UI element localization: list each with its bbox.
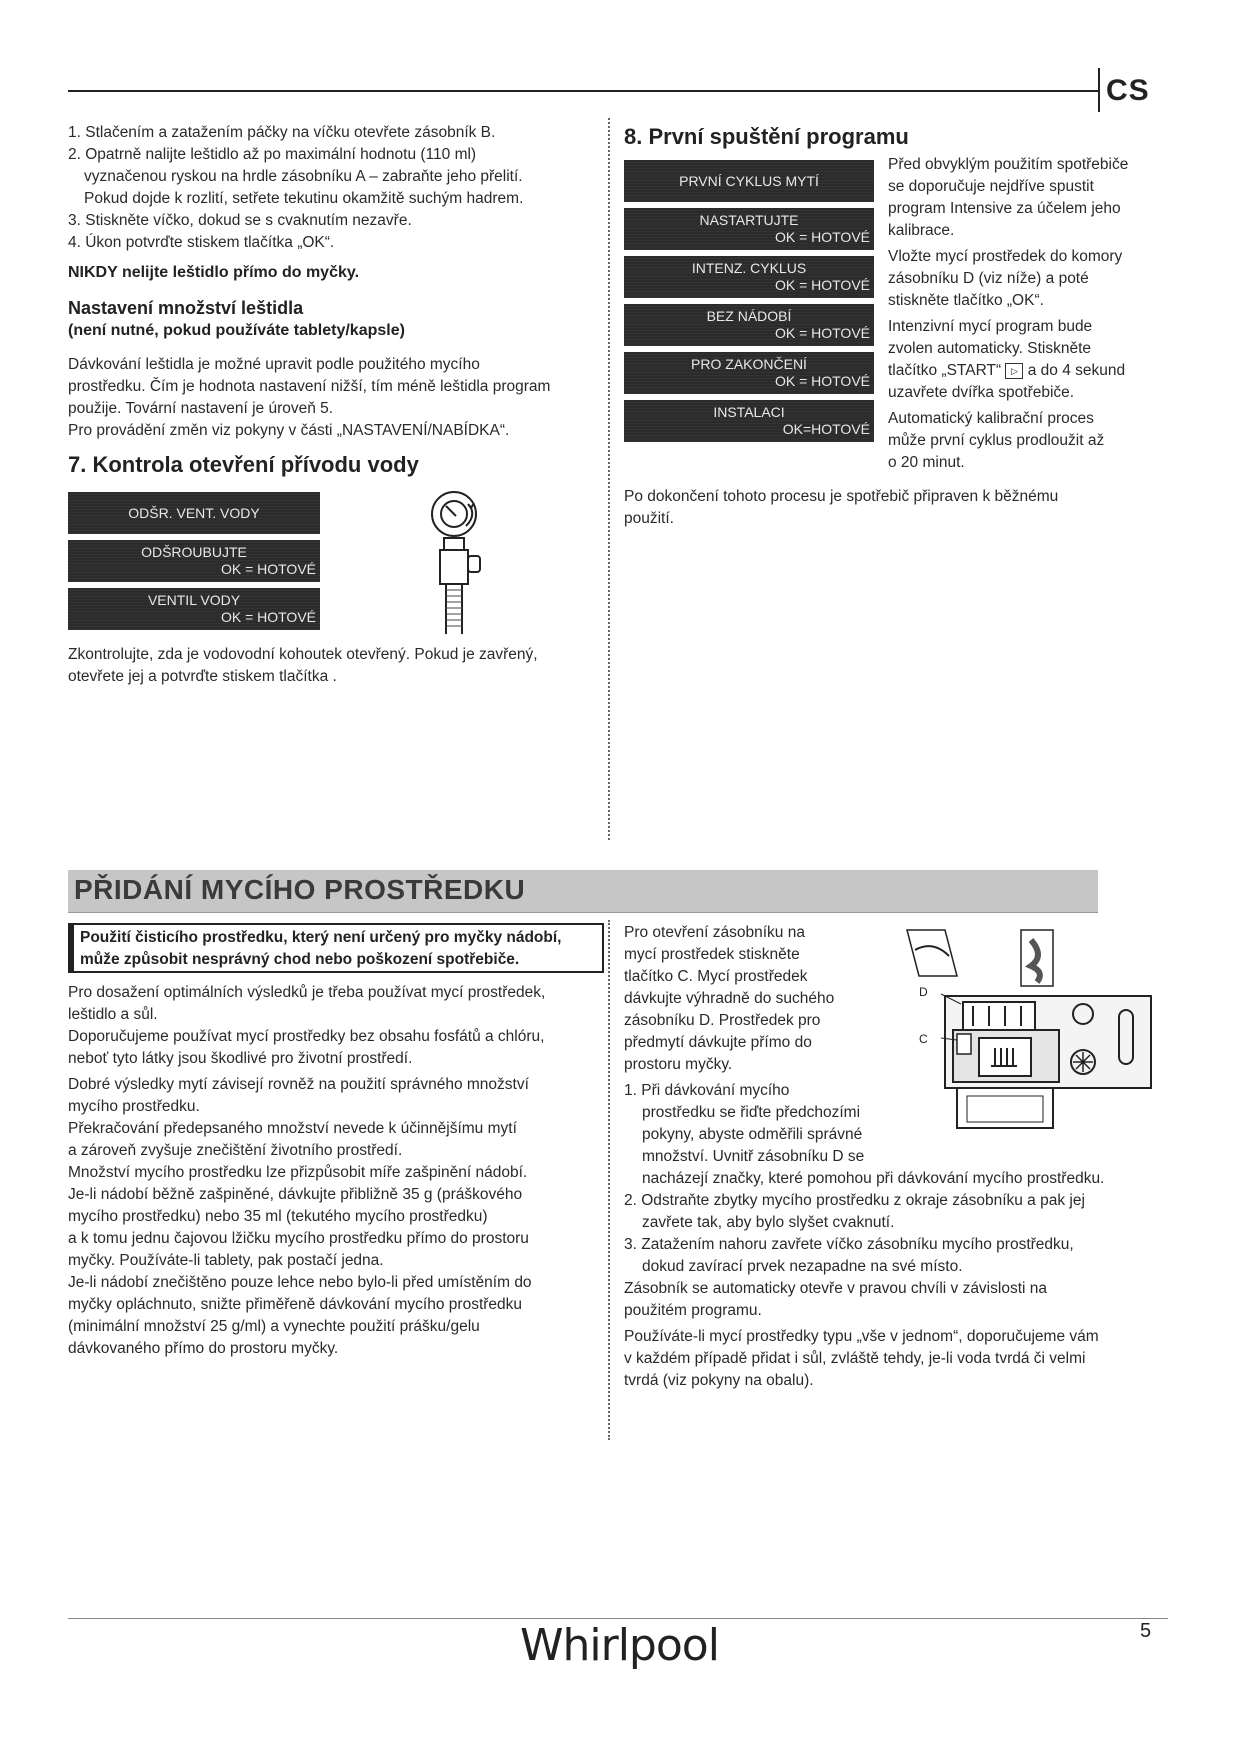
never-note: NIKDY nelijte leštidlo přímo do myčky. — [68, 264, 360, 281]
right-line: množství. Uvnitř zásobníku D se — [642, 1148, 865, 1165]
lcd-line: OK = HOTOVÉ — [220, 609, 316, 625]
side-line: Vložte mycí prostředek do komory — [888, 248, 1123, 265]
side-line: zásobníku D (viz níže) a poté — [888, 270, 1089, 287]
detergent-right-intro — [624, 922, 884, 1076]
water-text — [68, 644, 598, 688]
intro-line: předmytí dávkujte přímo do — [624, 1034, 812, 1051]
right-line: zavřete tak, aby bylo slyšet cvaknutí. — [642, 1214, 895, 1231]
lcd-line: PRO ZAKONČENÍ — [691, 356, 807, 372]
first-run-lcd-2 — [624, 208, 874, 250]
detergent-right-steps — [624, 1080, 1164, 1392]
side-line: zvolen automaticky. Stiskněte — [888, 340, 1092, 357]
water-lcd-3 — [68, 588, 320, 630]
warning-line: Použití čisticího prostředku, který není určený pro myčky nádobí, — [80, 929, 562, 946]
lcd-line: OK = HOTOVÉ — [774, 277, 870, 293]
left-line: Překračování předepsaného množství nevede k účinnějšímu mytí — [68, 1120, 517, 1137]
right-line: v každém případě přidat i sůl, zvláště tehdy, je-li voda tvrdá či velmi — [624, 1350, 1086, 1367]
water-lcd-2 — [68, 540, 320, 582]
first-run-after-text — [624, 486, 1144, 530]
warning-line: může způsobit nesprávný chod nebo poškození spotřebiče. — [80, 951, 520, 968]
left-line: leštidlo a sůl. — [68, 1006, 158, 1023]
first-run-side-text — [888, 154, 1148, 474]
right-line: Používáte-li mycí prostředky typu „vše v jednom“, doporučujeme vám — [624, 1328, 1099, 1345]
rinse-heading-block — [68, 298, 405, 340]
right-line: nacházejí značky, které pomohou při dávkování mycího prostředku. — [642, 1170, 1105, 1187]
start-button-icon: ▷ — [1005, 363, 1023, 379]
warning-box — [68, 923, 604, 973]
left-line: mycího prostředku. — [68, 1098, 200, 1115]
right-line: prostředku se řiďte předchozími — [642, 1104, 861, 1121]
right-line: Zásobník se automaticky otevře v pravou chvíli v závislosti na — [624, 1280, 1047, 1297]
column-divider-bottom — [608, 920, 610, 1440]
left-line: neboť tyto látky jsou škodlivé pro životní prostředí. — [68, 1050, 413, 1067]
first-run-lcd-4 — [624, 304, 874, 346]
lcd-line: OK = HOTOVÉ — [774, 229, 870, 245]
start-label: tlačítko „START“ — [888, 362, 1002, 379]
lcd-line: INSTALACI — [713, 404, 785, 420]
right-line: 3. Zatažením nahoru zavřete víčko zásobníku mycího prostředku, — [624, 1236, 1074, 1253]
section-banner — [68, 870, 1098, 913]
rinse-line-4: Pro provádění změn viz pokyny v části „NASTAVENÍ/NABÍDKA“. — [68, 422, 510, 439]
side-line: Intenzivní mycí program bude — [888, 318, 1093, 335]
step-1: 1. Stlačením a zatažením páčky na víčku otevřete zásobník B. — [68, 124, 496, 141]
side-line: může první cyklus prodloužit až — [888, 432, 1105, 449]
side-line: uzavřete dvířka spotřebiče. — [888, 384, 1075, 401]
rinse-subheading: (není nutné, pokud používáte tablety/kapsle) — [68, 322, 405, 339]
step-2-cont: vyznačenou ryskou na hrdle zásobníku A – zabraňte jeho přelití. — [84, 168, 523, 185]
side-line: program Intensive za účelem jeho — [888, 200, 1121, 217]
lcd-line: OK = HOTOVÉ — [774, 373, 870, 389]
after-line: Po dokončení tohoto procesu je spotřebič připraven k běžnému — [624, 488, 1059, 505]
water-lcd-1 — [68, 492, 320, 534]
header-rule — [68, 90, 1098, 92]
diagram-label-d: D — [919, 985, 928, 999]
side-line: stiskněte tlačítko „OK“. — [888, 292, 1044, 309]
left-line: Je-li nádobí znečištěno pouze lehce nebo bylo-li před umístěním do — [68, 1274, 532, 1291]
step-2-cont2: Pokud dojde k rozlití, setřete tekutinu okamžitě suchým hadrem. — [84, 190, 524, 207]
left-line: myčky opláchnuto, snižte přiměřeně dávkování mycího prostředku — [68, 1296, 523, 1313]
water-heading: 7. Kontrola otevření přívodu vody — [68, 452, 419, 477]
lcd-line: OK = HOTOVÉ — [774, 325, 870, 341]
right-line: 2. Odstraňte zbytky mycího prostředku z okraje zásobníku a pak jej — [624, 1192, 1085, 1209]
brand-logo: Whirlpool — [520, 1620, 719, 1671]
rinse-text — [68, 354, 598, 442]
step-2: 2. Opatrně nalijte leštidlo až po maximální hodnotu (110 ml) — [68, 146, 477, 163]
intro-line: prostoru myčky. — [624, 1056, 733, 1073]
language-code: CS — [1106, 74, 1150, 107]
intro-line: mycí prostředek stiskněte — [624, 946, 800, 963]
first-run-lcd-3 — [624, 256, 874, 298]
left-line: Pro dosažení optimálních výsledků je třeba používat mycí prostředek, — [68, 984, 546, 1001]
left-line: Je-li nádobí běžně zašpiněné, dávkujte přibližně 35 g (práškového — [68, 1186, 523, 1203]
side-line-start — [888, 360, 1148, 382]
step-3: 3. Stiskněte víčko, dokud se s cvaknutím nezavře. — [68, 212, 412, 229]
lcd-line: ODŠR. VENT. VODY — [128, 504, 260, 521]
rinse-steps — [68, 122, 598, 254]
water-line-2: otevřete jej a potvrďte stiskem tlačítka . — [68, 668, 337, 685]
page-number: 5 — [1140, 1620, 1152, 1642]
rinse-heading: Nastavení množství leštidla — [68, 298, 304, 318]
rinse-line-1: Dávkování leštidla je možné upravit podle použitého mycího — [68, 356, 480, 373]
column-divider-top — [608, 118, 610, 840]
start-label-rest: a do 4 sekund — [1027, 362, 1126, 379]
first-run-lcd-5 — [624, 352, 874, 394]
left-line: (minimální množství 25 g/ml) a vynechte použití prášku/gelu — [68, 1318, 480, 1335]
right-line: tvrdá (viz pokyny na obalu). — [624, 1372, 814, 1389]
left-line: a zároveň zvyšuje znečištění životního prostředí. — [68, 1142, 403, 1159]
side-line: kalibrace. — [888, 222, 955, 239]
side-line: se doporučuje nejdříve spustit — [888, 178, 1094, 195]
right-line: pokyny, abyste odměřili správné — [642, 1126, 863, 1143]
left-line: Dobré výsledky mytí závisejí rovněž na použití správného množství — [68, 1076, 529, 1093]
intro-line: zásobníku D. Prostředek pro — [624, 1012, 821, 1029]
intro-line: Pro otevření zásobníku na — [624, 924, 805, 941]
intro-line: tlačítko C. Mycí prostředek — [624, 968, 808, 985]
right-line: 1. Při dávkování mycího — [624, 1082, 790, 1099]
after-line: použití. — [624, 510, 674, 527]
lcd-line: OK=HOTOVÉ — [782, 421, 870, 437]
right-line: použitém programu. — [624, 1302, 762, 1319]
step-4: 4. Úkon potvrďte stiskem tlačítka „OK“. — [68, 234, 335, 251]
right-line: dokud zavírací prvek nezapadne na své místo. — [642, 1258, 963, 1275]
detergent-left-text — [68, 982, 604, 1360]
water-valve-illustration — [422, 486, 502, 636]
left-line: Množství mycího prostředku lze přizpůsobit míře zašpinění nádobí. — [68, 1164, 528, 1181]
side-line: Před obvyklým použitím spotřebiče — [888, 156, 1129, 173]
side-line: o 20 minut. — [888, 454, 965, 471]
lcd-line: NASTARTUJTE — [699, 212, 799, 228]
lcd-line: PRVNÍ CYKLUS MYTÍ — [679, 172, 819, 189]
intro-line: dávkujte výhradně do suchého — [624, 990, 835, 1007]
first-run-lcd-1 — [624, 160, 874, 202]
side-line: Automatický kalibrační proces — [888, 410, 1094, 427]
header-tick — [1098, 68, 1100, 112]
rinse-line-2: prostředku. Čím je hodnota nastavení nižší, tím méně leštidla program — [68, 378, 551, 395]
first-run-lcd-6 — [624, 400, 874, 442]
rinse-line-3: použije. Tovární nastavení je úroveň 5. — [68, 400, 334, 417]
footer-rule — [68, 1618, 1168, 1619]
lcd-line: OK = HOTOVÉ — [220, 561, 316, 577]
lcd-line: BEZ NÁDOBÍ — [706, 308, 792, 324]
left-line: dávkovaného přímo do prostoru myčky. — [68, 1340, 339, 1357]
left-line: a k tomu jednu čajovou lžičku mycího prostředku přímo do prostoru — [68, 1230, 529, 1247]
diagram-label-c: C — [919, 1032, 928, 1046]
lcd-line: INTENZ. CYKLUS — [691, 260, 807, 276]
left-line: mycího prostředku) nebo 35 ml (tekutého mycího prostředku) — [68, 1208, 488, 1225]
lcd-line: ODŠROUBUJTE — [141, 544, 247, 560]
left-line: Doporučujeme používat mycí prostředky bez obsahu fosfátů a chlóru, — [68, 1028, 545, 1045]
section-title: PŘIDÁNÍ MYCÍHO PROSTŘEDKU — [74, 874, 526, 905]
lcd-line: VENTIL VODY — [147, 592, 241, 608]
water-line-1: Zkontrolujte, zda je vodovodní kohoutek otevřený. Pokud je zavřený, — [68, 646, 538, 663]
left-line: myčky. Používáte-li tablety, pak postačí jedna. — [68, 1252, 384, 1269]
first-run-heading: 8. První spuštění programu — [624, 124, 909, 149]
